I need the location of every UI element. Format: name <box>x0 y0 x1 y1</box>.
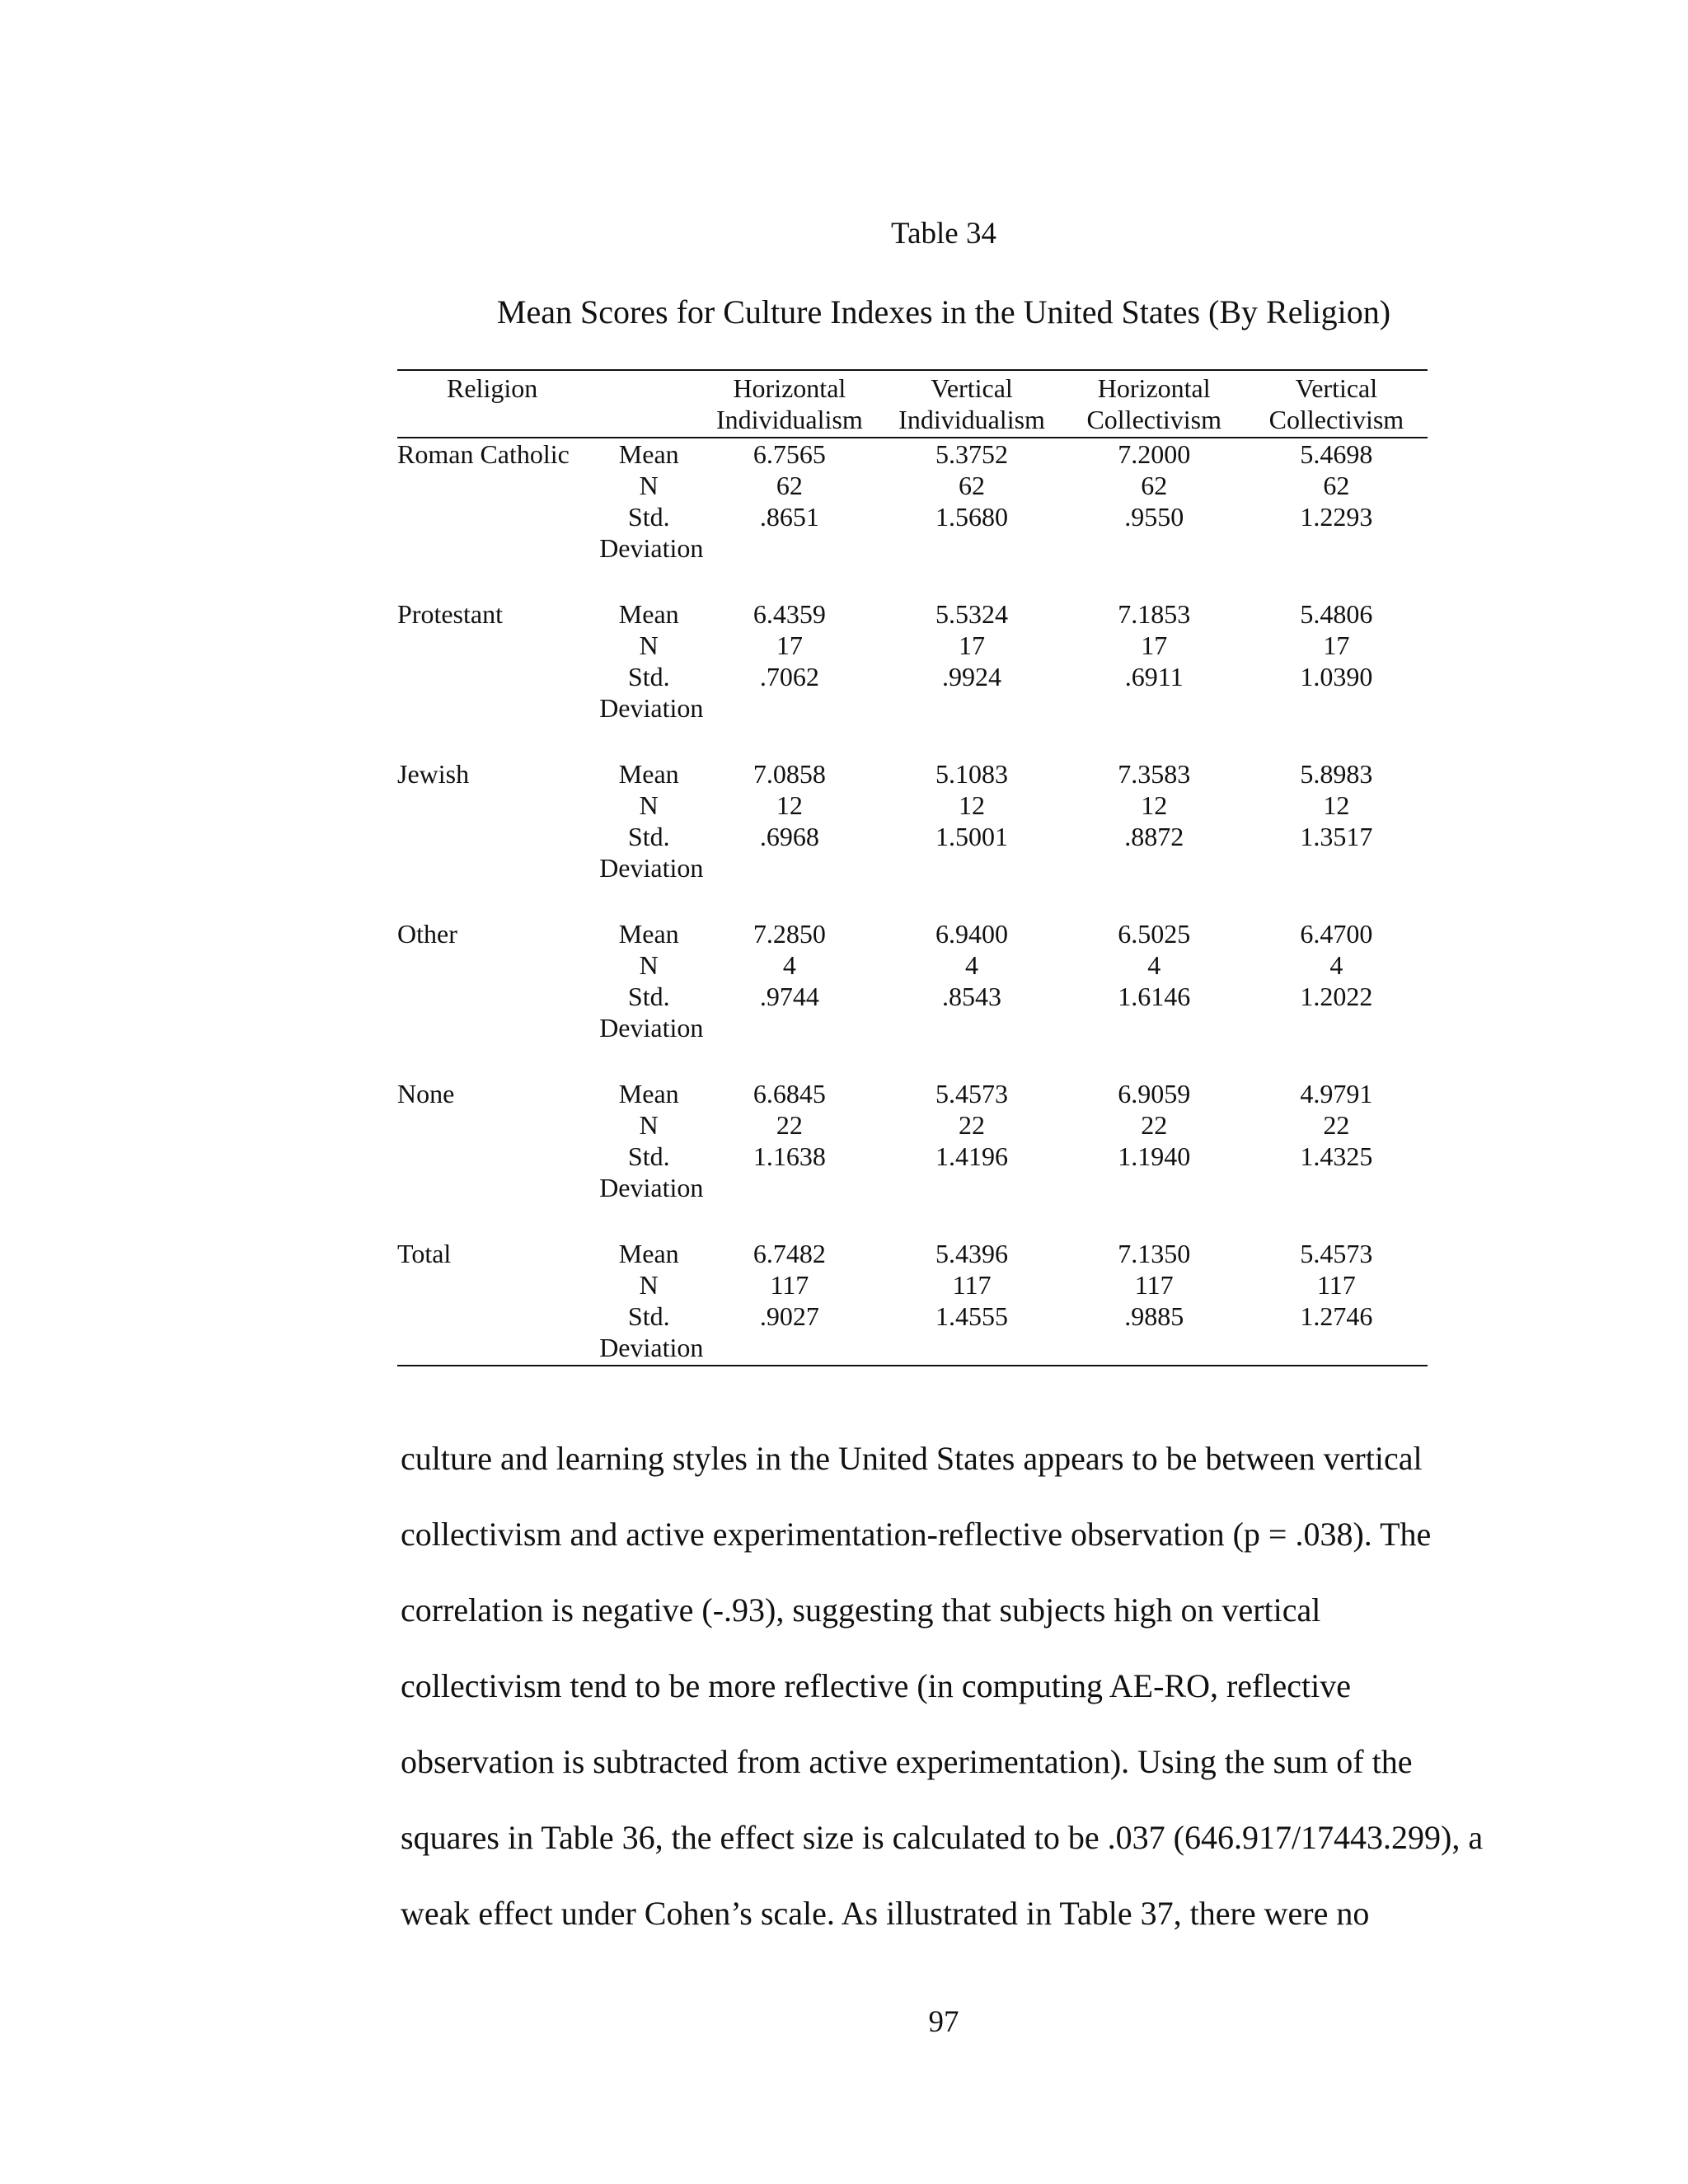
cell-value: 117 <box>1134 1270 1174 1300</box>
stat-label-std: Std. Deviation <box>599 822 704 883</box>
table-row <box>397 470 1428 501</box>
cell-value: .6968 <box>759 822 819 851</box>
cell-value: 6.9059 <box>1118 1079 1191 1108</box>
table-number: Table 34 <box>891 217 996 251</box>
table-row <box>397 1301 1428 1366</box>
cell-value: 117 <box>770 1270 809 1300</box>
cell-value: 7.1853 <box>1118 599 1191 629</box>
religion-label: None <box>397 1079 455 1108</box>
cell-value: 6.5025 <box>1118 919 1191 949</box>
cell-value: .9027 <box>698 1301 880 1366</box>
cell-value: 4 <box>965 950 979 980</box>
table-row <box>397 918 1428 949</box>
table-title: Mean Scores for Culture Indexes in the United States (By Religion) <box>496 293 1391 330</box>
cell-value: 5.4698 <box>1300 439 1373 469</box>
stat-label-n: N <box>639 790 659 820</box>
cell-value: 22 <box>1323 1110 1350 1140</box>
cell-value: 12 <box>776 790 803 820</box>
cell-value: 117 <box>1316 1270 1356 1300</box>
cell-value: 1.6146 <box>1118 982 1191 1011</box>
cell-value: 1.4325 <box>1300 1141 1373 1171</box>
cell-value: 5.4806 <box>1300 599 1373 629</box>
body-line: collectivism and active experimentation-reflective observation (p = .038). The <box>401 1516 1432 1553</box>
cell-value: 5.3752 <box>935 439 1009 469</box>
table-row <box>397 1141 1428 1203</box>
body-paragraph <box>401 1421 1522 1952</box>
culture-index-table <box>397 369 1428 1366</box>
header-vertical-individualism: Vertical Individualism <box>880 370 1062 438</box>
stat-label-n: N <box>639 1110 659 1140</box>
religion-label: Other <box>397 919 457 949</box>
cell-value: 1.0390 <box>1300 662 1373 691</box>
cell-value: 5.4396 <box>935 1239 1009 1268</box>
stat-label-std: Std. Deviation <box>599 1301 698 1366</box>
stat-label-std: Std. Deviation <box>599 502 704 563</box>
cell-value: 62 <box>1141 471 1168 500</box>
cell-value: 6.7482 <box>753 1239 826 1268</box>
table-row <box>397 661 1428 724</box>
table-row <box>397 981 1428 1043</box>
cell-value: 7.0858 <box>753 759 826 789</box>
cell-value: 6.6845 <box>753 1079 826 1108</box>
cell-value: 62 <box>776 471 803 500</box>
body-line: collectivism tend to be more reflective (in computing AE-RO, reflective <box>401 1667 1351 1704</box>
cell-value: 1.1638 <box>753 1141 826 1171</box>
cell-value: .7062 <box>759 662 819 691</box>
header-horizontal-collectivism: Horizontal Collectivism <box>1063 370 1245 438</box>
table-row <box>397 1078 1428 1109</box>
stat-label-n: N <box>639 950 659 980</box>
cell-value: .9924 <box>942 662 1002 691</box>
cell-value: 6.9400 <box>935 919 1009 949</box>
cell-value: 1.3517 <box>1300 822 1373 851</box>
header-stat <box>599 370 698 438</box>
cell-value: 7.3583 <box>1118 759 1191 789</box>
stat-label-std: Std. Deviation <box>599 662 704 723</box>
religion-label: Jewish <box>397 759 470 789</box>
cell-value: 1.5680 <box>935 502 1009 532</box>
cell-value: 5.1083 <box>935 759 1009 789</box>
table-row <box>397 1109 1428 1141</box>
table-row <box>397 821 1428 883</box>
cell-value: .9744 <box>759 982 819 1011</box>
religion-label: Total <box>397 1239 452 1268</box>
body-line: weak effect under Cohen’s scale. As illustrated in Table 37, there were no <box>401 1895 1370 1932</box>
cell-value: 6.4700 <box>1300 919 1373 949</box>
body-line: observation is subtracted from active experimentation). Using the sum of the <box>401 1743 1413 1780</box>
cell-value: .8872 <box>1124 822 1184 851</box>
cell-value: 1.4196 <box>935 1141 1009 1171</box>
stat-label-mean: Mean <box>618 919 679 949</box>
cell-value: 7.1350 <box>1118 1239 1191 1268</box>
cell-value: .9550 <box>1124 502 1184 532</box>
table-row <box>397 501 1428 564</box>
stat-label-mean: Mean <box>618 599 679 629</box>
group-roman-catholic <box>397 438 1428 598</box>
table-row <box>397 1238 1428 1269</box>
group-jewish <box>397 758 1428 918</box>
header-religion: Religion <box>397 370 599 438</box>
cell-value: 5.5324 <box>935 599 1009 629</box>
table-row <box>397 790 1428 821</box>
table-row <box>397 1269 1428 1301</box>
cell-value: 17 <box>1323 630 1350 660</box>
cell-value: 6.4359 <box>753 599 826 629</box>
cell-value: .8543 <box>942 982 1002 1011</box>
cell-value: 4 <box>782 950 796 980</box>
cell-value: 12 <box>959 790 986 820</box>
header-vertical-collectivism: Vertical Collectivism <box>1245 370 1428 438</box>
table-row <box>397 598 1428 630</box>
stat-label-std: Std. Deviation <box>599 982 704 1043</box>
cell-value: 22 <box>776 1110 803 1140</box>
group-none <box>397 1078 1428 1238</box>
cell-value: 1.4555 <box>880 1301 1062 1366</box>
header-horizontal-individualism: Horizontal Individualism <box>698 370 880 438</box>
cell-value: 22 <box>1141 1110 1168 1140</box>
page-number: 97 <box>928 2005 959 2039</box>
group-other <box>397 918 1428 1078</box>
cell-value: .9885 <box>1063 1301 1245 1366</box>
cell-value: 62 <box>1323 471 1350 500</box>
table-row <box>397 758 1428 790</box>
group-protestant <box>397 598 1428 758</box>
cell-value: 4 <box>1329 950 1343 980</box>
table-row <box>397 949 1428 981</box>
body-line: culture and learning styles in the United States appears to be between vertical <box>401 1440 1423 1477</box>
religion-label: Protestant <box>397 599 503 629</box>
cell-value: 5.8983 <box>1300 759 1373 789</box>
cell-value: 117 <box>952 1270 992 1300</box>
cell-value: 7.2850 <box>753 919 826 949</box>
stat-label-mean: Mean <box>618 1239 679 1268</box>
cell-value: 22 <box>959 1110 986 1140</box>
stat-label-n: N <box>639 471 659 500</box>
cell-value: .6911 <box>1124 662 1184 691</box>
cell-value: 62 <box>959 471 986 500</box>
cell-value: 1.2746 <box>1245 1301 1428 1366</box>
cell-value: 4.9791 <box>1300 1079 1373 1108</box>
stat-label-mean: Mean <box>618 439 679 469</box>
cell-value: 7.2000 <box>1118 439 1191 469</box>
cell-value: 1.2022 <box>1300 982 1373 1011</box>
cell-value: .8651 <box>759 502 819 532</box>
religion-label: Roman Catholic <box>397 439 570 469</box>
stat-label-std: Std. Deviation <box>599 1141 704 1202</box>
cell-value: 5.4573 <box>935 1079 1009 1108</box>
body-line: squares in Table 36, the effect size is calculated to be .037 (646.917/17443.299), a <box>401 1819 1484 1856</box>
cell-value: 1.5001 <box>935 822 1009 851</box>
cell-value: 17 <box>776 630 803 660</box>
cell-value: 1.2293 <box>1300 502 1373 532</box>
cell-value: 4 <box>1147 950 1161 980</box>
table-header-row <box>397 370 1428 438</box>
cell-value: 1.1940 <box>1118 1141 1191 1171</box>
group-total <box>397 1238 1428 1366</box>
table-row <box>397 630 1428 661</box>
body-line: correlation is negative (-.93), suggesting that subjects high on vertical <box>401 1591 1321 1629</box>
cell-value: 12 <box>1141 790 1168 820</box>
table-row <box>397 438 1428 470</box>
stat-label-n: N <box>639 630 659 660</box>
stat-label-mean: Mean <box>618 759 679 789</box>
cell-value: 17 <box>959 630 986 660</box>
cell-value: 5.4573 <box>1300 1239 1373 1268</box>
cell-value: 6.7565 <box>753 439 826 469</box>
cell-value: 12 <box>1323 790 1350 820</box>
stat-label-n: N <box>639 1270 659 1300</box>
cell-value: 17 <box>1141 630 1168 660</box>
stat-label-mean: Mean <box>618 1079 679 1108</box>
